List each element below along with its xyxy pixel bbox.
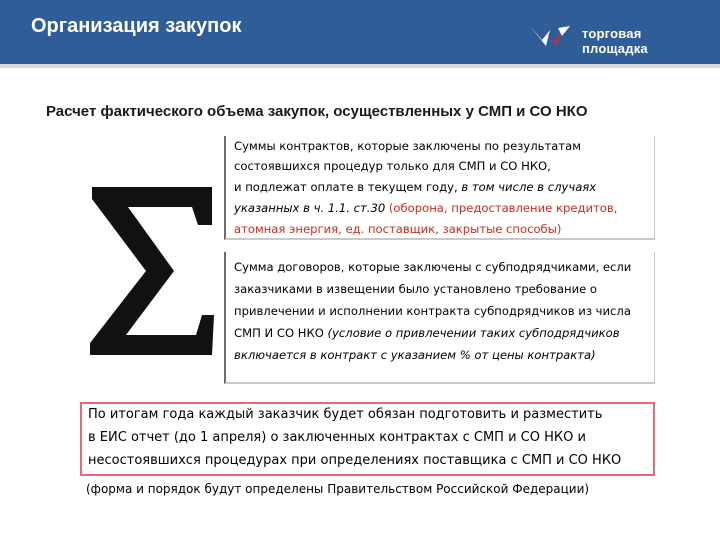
box1-line-3: [234, 180, 596, 194]
box3-line-1: По итогам года каждый заказчик будет обязан подготовить и разместить: [88, 407, 603, 422]
slide-subtitle: Расчет фактического объема закупок, осуществленных у СМП и СО НКО: [46, 103, 588, 120]
logo-text: торговая площадка: [582, 26, 648, 56]
footnote: (форма и порядок будут определены Правительством Российской Федерации): [86, 482, 590, 496]
box3-line-2: в ЕИС отчет (до 1 апреля) о заключенных контрактах с СМП и СО НКО и: [88, 430, 586, 445]
box1-line-4-red: (оборона, предоставление кредитов,: [385, 201, 618, 215]
header-bar: [0, 0, 720, 64]
box3-line-3: несостоявшихся процедурах при определениях поставщика с СМП и СО НКО: [88, 453, 622, 468]
box2-line-3: привлечении и исполнении контракта субподрядчиков из числа: [234, 304, 631, 318]
annual-report-box: [80, 402, 655, 476]
box1-line-3-plain: и подлежат оплате в текущем году,: [234, 180, 462, 194]
page-title: Организация закупок: [31, 15, 242, 37]
box1-line-4-italic: указанных в ч. 1.1. ст.30: [234, 201, 386, 215]
subcontracts-sum-box: [224, 252, 655, 384]
logo: [528, 22, 708, 56]
box2-line-1: Сумма договоров, которые заключены с субподрядчиками, если: [234, 260, 632, 274]
box1-line-4: [234, 201, 617, 215]
box2-line-5: включается в контракт с указанием % от цены контракта): [234, 348, 596, 362]
box1-line-1: Суммы контрактов, которые заключены по результатам: [234, 139, 581, 153]
header-divider: [0, 64, 720, 68]
box1-line-2: состоявшихся процедур только для СМП и СО НКО,: [234, 159, 551, 173]
box2-line-4-italic: (условие о привлечении таких субподрядчиков: [327, 326, 620, 340]
box2-line-4: [234, 326, 620, 340]
box2-line-2: заказчиками в извещении было установлено требование о: [234, 282, 598, 296]
red-white-bird-logo-icon: [528, 22, 578, 48]
contracts-sum-box: [224, 136, 655, 240]
box1-line-5: атомная энергия, ед. поставщик, закрытые способы): [234, 222, 562, 236]
box1-line-3-italic: в том числе в случаях: [461, 180, 597, 194]
box2-line-4-plain: СМП И СО НКО: [234, 326, 328, 340]
sigma-symbol-icon: [88, 185, 216, 357]
